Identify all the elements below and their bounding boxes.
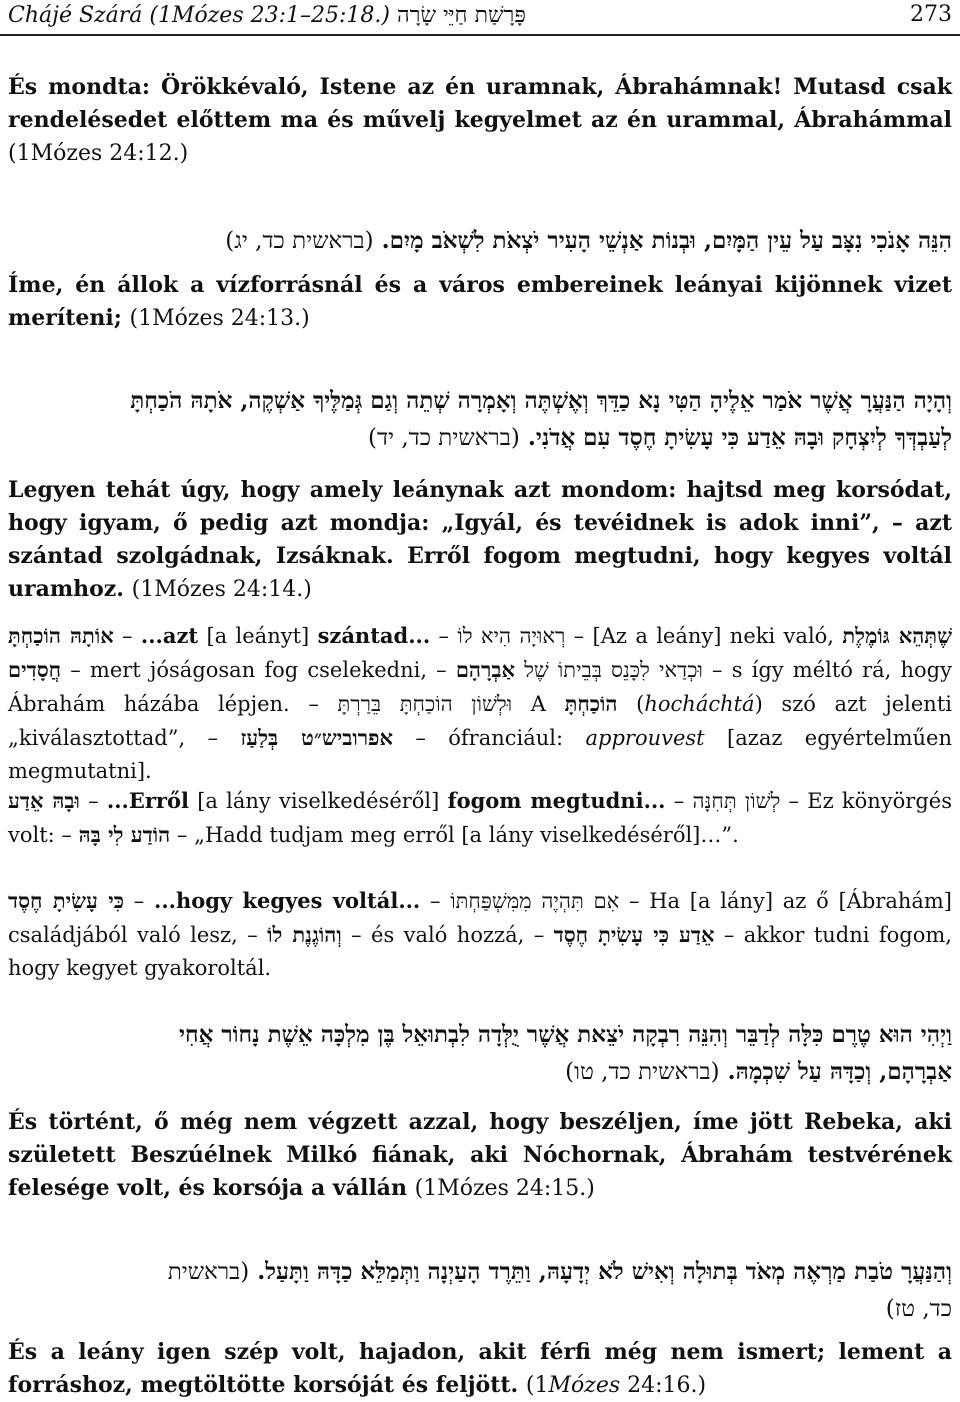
commentary-text: ) szó azt jelenti „kiválasztottad”,: [8, 692, 952, 750]
translation-24-14: [8, 474, 952, 606]
verse-reference: [526, 1373, 706, 1398]
commentary-hebrew-phrase: וְהוֹגֶנֶת לוֹ: [267, 922, 342, 947]
commentary-text: „Hadd tudjam meg erről [a lány viselkedéséről]…”.: [187, 823, 739, 847]
translation-text: És történt, ő még nem végzett azzal, hogy beszéljen, íme jött Rebeka, aki született Beszúélnek Milkó fiának, aki Nóchornak, Ábrahám testvérének felesége volt, és korsója a vállán: [8, 1109, 952, 1201]
running-header: [8, 2, 952, 32]
translation-text: És mondta: Örökkévaló, Istene az én uramnak, Ábrahámnak! Mutasd csak rendelésedet előttem ma és művelj kegyelmet az én urammal, Ábrahámmal: [8, 74, 952, 133]
hebrew-verse-24-14: [8, 382, 952, 457]
ref-part: (1: [525, 1373, 549, 1398]
hebrew-source: (בראשית כד, יג): [225, 228, 374, 254]
verse-reference: (1Mózes 24:12.): [8, 141, 189, 166]
dash: –: [113, 624, 141, 648]
commentary-ota-hochachta: אוֹתָהּ הוֹכַחְתָּ – ...azt [a leányt] szántad... – רְאוּיָה הִיא לוֹ – [Az a leány] neki való, שֶׁתְּהֵא גּוֹמֶלֶת חֲסָדִים – mert jóságosan fog cselekedni, – וּכְדַאי לִכָּנֵס בְּבֵיתוֹ שֶׁל אַבְרָהָם – s így méltó rá, hogy Ábrahám házába lépjen. – וּלְשׁוֹן הוֹכַחְתָּ בֵּרַרְתָּ A הוֹכַחְתָּ (hocháchtá) szó azt jelenti „kiválasztottad”, – אפרוביש״ט בְּלַעַז – ófranciául: approuvest [azaz egyértelműen megmutatni].: [8, 623, 952, 783]
commentary-bracket: [a lány viselkedéséről]: [188, 789, 448, 813]
old-french-word: approuvest: [585, 726, 705, 750]
commentary-hebrew-phrase: אפרוביש״ט בְּלַעַז: [240, 725, 393, 750]
commentary-uva-eda: וּבָהּ אֵדַע – ...Erről [a lány viselkedéséről] fogom megtudni... – לְשׁוֹן תְּחִנָּה – Ez könyörgés volt: – הוֹדַע לִי בָּהּ – „Hadd tudjam meg erről [a lány viselkedéséről]…”.: [8, 788, 952, 847]
hebrew-verse-text: הִנֵּה אָנֹכִי נִצָּב עַל עֵין הַמָּיִם, וּבְנוֹת אַנְשֵׁי הָעִיר יֹצְאֹת לִשְׁאֹב מָיִם.: [381, 227, 952, 254]
commentary-text: mert jóságosan fog cselekedni,: [80, 658, 437, 682]
hebrew-verse-line-1: וְהָיָה הַנַּעֲרָ אֲשֶׁר אֹמַר אֵלֶיהָ הַטִּי נָא כַדֵּךְ וְאֶשְׁתֶּה וְאָמְרָה שְׁתֵה וְגַם גְּמַלֶּיךָ אַשְׁקֶה, אֹתָהּ הֹכַחְתָּ: [130, 387, 952, 414]
translation-text: És a leány igen szép volt, hajadon, akit férfi még nem ismert; lement a forráshoz, megtöltötte korsóját és feljött.: [8, 1339, 952, 1398]
ref-book: Mózes: [548, 1373, 621, 1398]
hebrew-verse-line-2: [8, 419, 952, 457]
hebrew-verse-text: וְהַנַּעֲרָ טֹבַת מַרְאֶה מְאֹד בְּתוּלָה וְאִישׁ לֹא יְדָעָהּ, וַתֵּרֶד הָעַיְנָה וַתְּמַלֵּא כַדָּהּ וַתָּעַל.: [257, 1258, 952, 1285]
paren: (: [636, 692, 645, 716]
commentary-hebrew-phrase: הוֹכַחְתָּ: [564, 691, 618, 716]
commentary-text: [Az a leány] neki való,: [584, 624, 843, 648]
commentary-lemma: ...azt: [140, 623, 199, 648]
commentary-lemma: ...hogy kegyes voltál...: [154, 888, 421, 913]
commentary-text: A: [512, 692, 565, 716]
verse-reference: (1Mózes 24:15.): [414, 1176, 595, 1201]
hebrew-verse-24-16: [8, 1253, 952, 1328]
commentary-lemma-2: fogom megtudni...: [447, 788, 666, 813]
commentary-hebrew-phrase: וּלְשׁוֹן הוֹכַחְתָּ בֵּרַרְתָּ: [337, 692, 513, 716]
commentary-text: s így méltó rá, hogy Ábrahám házába lépjen.: [8, 658, 952, 716]
hebrew-source: (בראשית כד, טו): [565, 1059, 720, 1085]
commentary-bracket: [a leányt]: [198, 624, 318, 648]
commentary-hebrew-phrase: אִם תִּהְיֶה מִמִּשְׁפַּחְתּוֹ: [450, 889, 620, 913]
hebrew-verse-24-13: [8, 222, 952, 260]
commentary-lemma: ...Erről: [106, 788, 189, 813]
commentary-text: Ez könyörgés volt:: [8, 789, 952, 847]
hebrew-verse-line-1: וַיְהִי הוּא טֶרֶם כִּלָּה לְדַבֵּר וְהִנֵּה רִבְקָה יֹצֵאת אֲשֶׁר יֻלְּדָה לִבְתוּאֵל בֶּן מִלְכָּה אֵשֶׁת נָחוֹר אֲחִי: [178, 1021, 952, 1048]
hebrew-source: (בראשית: [167, 1259, 250, 1285]
hebrew-source-continued: כד, טז): [885, 1296, 952, 1322]
ref-part: 24:16.): [620, 1373, 707, 1398]
commentary-hebrew-phrase: הוֹדַע לִי בָּהּ: [78, 822, 171, 847]
commentary-text: ófranciául:: [425, 726, 586, 750]
commentary-hebrew-phrase: וּכְדַאי לִכָּנֵס בְּבֵיתוֹ שֶׁל: [524, 658, 703, 682]
header-rule: [0, 34, 960, 36]
translation-text: Legyen tehát úgy, hogy amely leánynak azt mondom: hajtsd meg korsódat, hogy igyam, ő pedig azt mondja: „Igyál, és tevéidnek is adok inni”, – azt szántad szolgádnak, Izsáknak. Erről fogom megtudni, hogy kegyes voltál uramhoz.: [8, 477, 952, 602]
translation-text: Íme, én állok a vízforrásnál és a város embereinek leányai kijönnek vizet meríteni;: [8, 272, 952, 331]
hebrew-verse-line-2: [8, 1053, 952, 1091]
hebrew-verse-line-1: [8, 1253, 952, 1291]
running-title-hebrew: פָּרָשַׁת חַיֵּי שָׂרָה: [396, 3, 526, 28]
translation-24-12: [8, 71, 952, 170]
transliteration: hocháchtá: [644, 692, 755, 716]
commentary-text: [azaz egyértelműen megmutatni].: [8, 726, 952, 783]
commentary-hebrew-phrase: אַבְרָהָם: [455, 657, 515, 682]
commentary-hebrew-heading: וּבָהּ אֵדַע: [8, 788, 80, 813]
hebrew-source: (בראשית כד, יד): [367, 425, 520, 451]
commentary-hebrew-phrase: שֶׁתְּהֵא גּוֹמֶלֶת חֲסָדִים: [8, 623, 952, 682]
commentary-hebrew-phrase: לְשׁוֹן תְּחִנָּה: [692, 789, 781, 813]
commentary-hebrew-heading: אוֹתָהּ הוֹכַחְתָּ: [8, 623, 114, 648]
commentary-text: akkor tudni fogom, hogy kegyet gyakoroltál.: [8, 923, 952, 980]
commentary-hebrew-phrase: רְאוּיָה הִיא לוֹ: [457, 624, 566, 648]
commentary-lemma-2: szántad...: [317, 623, 431, 648]
running-title: [8, 2, 526, 28]
commentary-hebrew-phrase: אֵדַע כִּי עָשִׂיתָ חֶסֶד: [553, 922, 715, 947]
commentary-hebrew-heading: כִּי עָשִׂיתָ חֶסֶד: [8, 888, 125, 913]
page-number: 273: [910, 2, 952, 27]
hebrew-verse-text: אַבְרָהָם, וְכַדָּהּ עַל שִׁכְמָהּ.: [727, 1058, 952, 1085]
commentary-ki-asita: כִּי עָשִׂיתָ חֶסֶד – ...hogy kegyes voltál... – אִם תִּהְיֶה מִמִּשְׁפַּחְתּוֹ – Ha [a lány] az ő [Ábrahám] családjából való lesz, – וְהוֹגֶנֶת לוֹ – és való hozzá, – אֵדַע כִּי עָשִׂיתָ חֶסֶד – akkor tudni fogom, hogy kegyet gyakoroltál.: [8, 888, 952, 980]
verse-reference: (1Mózes 24:13.): [129, 306, 310, 331]
translation-24-15: [8, 1106, 952, 1205]
hebrew-verse-text: לְעַבְדְּךָ לְיִצְחָק וּבָהּ אֵדַע כִּי עָשִׂיתָ חֶסֶד עִם אֲדֹנִי.: [527, 424, 952, 451]
hebrew-verse-24-15: [8, 1016, 952, 1091]
commentary-text: és való hozzá,: [361, 923, 534, 947]
translation-24-13: [8, 269, 952, 335]
translation-24-16: [8, 1336, 952, 1402]
running-title-text: Chájé Szárá (1Mózes 23:1–25:18.): [8, 3, 390, 28]
commentary-text: Ha [a lány] az ő [Ábrahám] családjából való lesz,: [8, 889, 952, 947]
verse-reference: (1Mózes 24:14.): [131, 577, 312, 602]
